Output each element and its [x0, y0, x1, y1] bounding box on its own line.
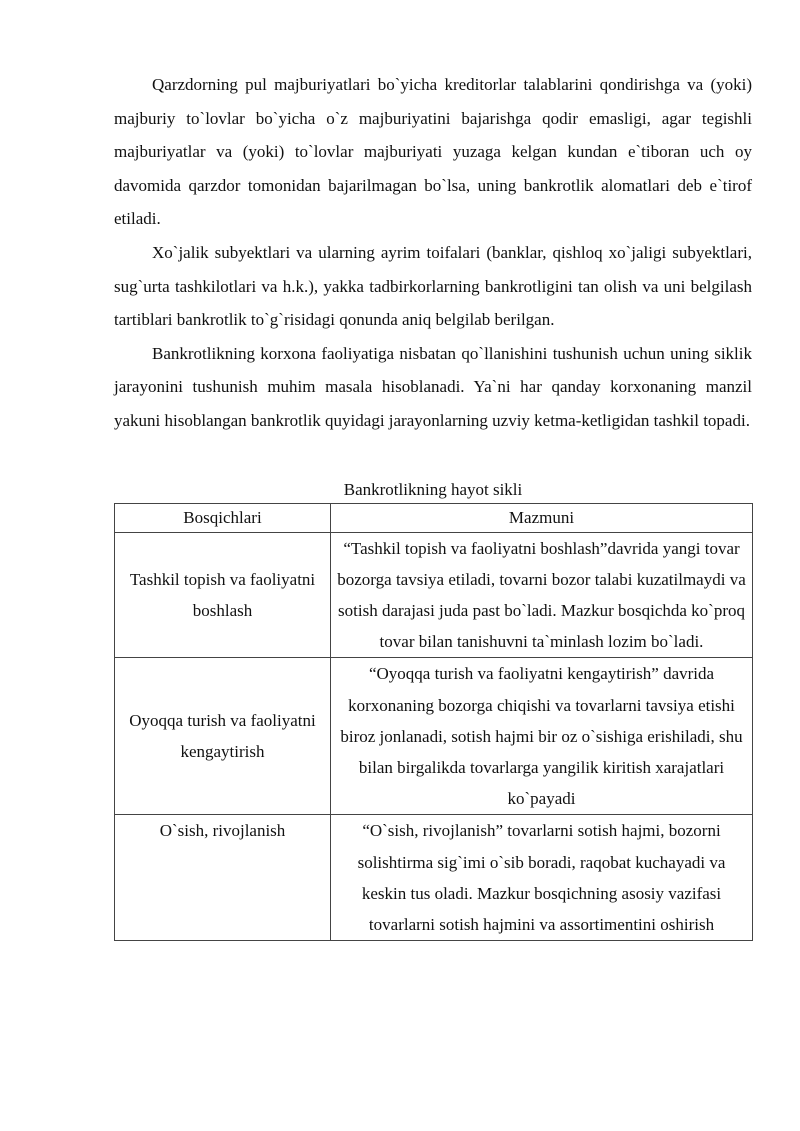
- table-row: [115, 532, 753, 658]
- lifecycle-table: [114, 503, 753, 942]
- content-cell: “Oyoqqa turish va faoliyatni kengaytirish” davrida korxonaning bozorga chiqishi va tovarlarni tavsiya etishi biroz jonlanadi, sotish hajmi bir oz o`sishiga erishiladi, shu bilan birgalikda tovarlarga yangilik kiritish xarajatlari ko`payadi: [331, 658, 753, 815]
- header-content: Mazmuni: [331, 503, 753, 532]
- table-row: [115, 658, 753, 815]
- paragraph-2: Xo`jalik subyektlari va ularning ayrim toifalari (banklar, qishloq xo`jaligi subyektlari, sug`urta tashkilotlari va h.k.), yakka tadbirkorlarning bankrotligini tan olish va uni belgilash tartiblari bankrotlik to`g`risidagi qonunda aniq belgilab berilgan.: [114, 242, 752, 330]
- stage-cell: Tashkil topish va faoliyatni boshlash: [115, 532, 331, 658]
- paragraph-1: Qarzdorning pul majburiyatlari bo`yicha kreditorlar talablarini qondirishga va (yoki) majburiy to`lovlar bo`yicha o`z majburiyatini bajarishga qodir emasligi, agar tegishli majburiyatlar va (yoki) to`lovlar majburiyati yuzaga kelgan kundan e`tiboran uch oy davomida qarzdor tomonidan bajarilmagan bo`lsa, uning bankrotlik alomatlari deb e`tirof etiladi.: [114, 75, 752, 229]
- document-page: [114, 68, 752, 941]
- table-caption: Bankrotlikning hayot sikli: [343, 479, 523, 499]
- content-cell: “O`sish, rivojlanish” tovarlarni sotish hajmi, bozorni solishtirma sig`imi o`sib boradi, raqobat kuchayadi va keskin tus oladi. Mazkur bosqichning asosiy vazifasi tovarlarni sotish hajmini va assortimentini oshirish: [331, 815, 753, 941]
- table-row: [115, 815, 753, 941]
- stage-cell: O`sish, rivojlanish: [115, 815, 331, 941]
- header-stages: Bosqichlari: [115, 503, 331, 532]
- content-cell: “Tashkil topish va faoliyatni boshlash”davrida yangi tovar bozorga tavsiya etiladi, tovarni bozor talabi kuzatilmaydi va sotish darajasi juda past bo`ladi. Mazkur bosqichda ko`proq tovar bilan tanishuvni ta`minlash lozim bo`ladi.: [331, 532, 753, 658]
- paragraph-3: Bankrotlikning korxona faoliyatiga nisbatan qo`llanishini tushunish uchun uning siklik jarayonini tushunish muhim masala hisoblanadi. Ya`ni har qanday korxonaning manzil yakuni hisoblangan bankrotlik quyidagi jarayonlarning uzviy ketma-ketligidan tashkil topadi.: [114, 343, 752, 430]
- table-header-row: [115, 503, 753, 532]
- stage-cell: Oyoqqa turish va faoliyatni kengaytirish: [115, 658, 331, 815]
